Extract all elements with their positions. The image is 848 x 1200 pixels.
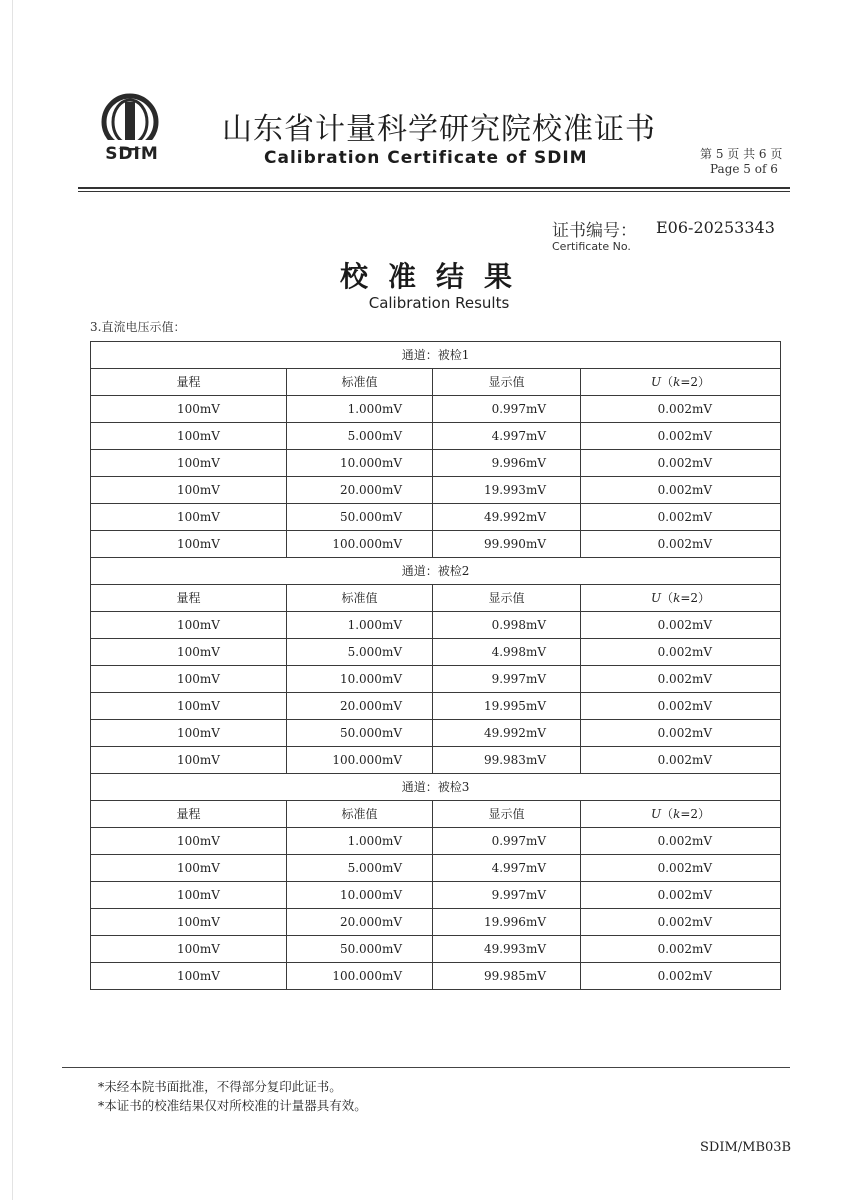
certificate-number-label: 证书编号： — [552, 221, 637, 241]
table-cell: 100mV — [91, 963, 287, 990]
uncertainty-paren: （ — [661, 591, 674, 605]
table-cell: 0.002mV — [581, 639, 781, 666]
logo-text: SDIM — [105, 144, 159, 164]
table-cell: 9.996mV — [433, 450, 581, 477]
table-cell: 100.000mV — [287, 531, 433, 558]
table-cell: 0.002mV — [581, 936, 781, 963]
table-row — [91, 720, 781, 747]
column-header: 显示值 — [433, 369, 581, 396]
table-cell: 0.002mV — [581, 396, 781, 423]
certificate-number-label-en: Certificate No. — [552, 240, 631, 253]
table-cell: 100mV — [91, 531, 287, 558]
table-row — [91, 612, 781, 639]
column-header: 标准值 — [287, 369, 433, 396]
results-title-english: Calibration Results — [368, 294, 510, 312]
header-rule-thin — [78, 191, 790, 192]
table-cell: 50.000mV — [287, 936, 433, 963]
footer-note: *未经本院书面批准，不得部分复印此证书。 — [98, 1079, 342, 1094]
table-cell: 0.002mV — [581, 882, 781, 909]
table-cell: 100mV — [91, 909, 287, 936]
table-cell: 100mV — [91, 396, 287, 423]
table-cell: 0.002mV — [581, 828, 781, 855]
table-cell: 100mV — [91, 666, 287, 693]
table-cell: 1.000mV — [287, 612, 433, 639]
table-cell: 4.998mV — [433, 639, 581, 666]
table-cell: 10.000mV — [287, 666, 433, 693]
column-header-uncertainty — [581, 369, 781, 396]
table-row — [91, 450, 781, 477]
column-header: 量程 — [91, 369, 287, 396]
table-cell: 99.983mV — [433, 747, 581, 774]
title-english: Calibration Certificate of SDIM — [264, 148, 588, 168]
coverage-factor-symbol: k — [673, 375, 681, 389]
channel-row — [91, 774, 781, 801]
table-cell: 5.000mV — [287, 639, 433, 666]
footer-note: *本证书的校准结果仅对所校准的计量器具有效。 — [98, 1098, 367, 1113]
table-cell: 0.002mV — [581, 693, 781, 720]
table-cell: 1.000mV — [287, 828, 433, 855]
coverage-factor-value: =2） — [680, 807, 711, 821]
table-row — [91, 963, 781, 990]
table-row — [91, 504, 781, 531]
table-cell: 100mV — [91, 477, 287, 504]
table-cell: 100mV — [91, 693, 287, 720]
table-header-row — [91, 369, 781, 396]
table-cell: 0.997mV — [433, 828, 581, 855]
table-cell: 0.002mV — [581, 477, 781, 504]
table-cell: 100mV — [91, 855, 287, 882]
table-cell: 100mV — [91, 612, 287, 639]
column-header-uncertainty — [581, 585, 781, 612]
coverage-factor-symbol: k — [673, 807, 681, 821]
page-number-chinese: 第 5 页 共 6 页 — [700, 147, 783, 161]
table-cell: 1.000mV — [287, 396, 433, 423]
table-header-row — [91, 585, 781, 612]
uncertainty-paren: （ — [661, 375, 674, 389]
table-cell: 19.993mV — [433, 477, 581, 504]
certificate-number: E06-20253343 — [656, 218, 775, 237]
table-cell: 19.995mV — [433, 693, 581, 720]
table-cell: 0.002mV — [581, 747, 781, 774]
table-cell: 100.000mV — [287, 747, 433, 774]
table-cell: 4.997mV — [433, 855, 581, 882]
column-header-uncertainty — [581, 801, 781, 828]
coverage-factor-symbol: k — [673, 591, 681, 605]
table-cell: 19.996mV — [433, 909, 581, 936]
results-title-chinese: 校准结果 — [340, 260, 533, 293]
table-row — [91, 531, 781, 558]
form-code: SDIM/MB03B — [700, 1140, 792, 1155]
channel-label: 通道：被检2 — [91, 558, 781, 585]
table-cell: 20.000mV — [287, 477, 433, 504]
table-cell: 100mV — [91, 450, 287, 477]
table-cell: 100mV — [91, 423, 287, 450]
table-cell: 49.992mV — [433, 504, 581, 531]
table-row — [91, 747, 781, 774]
channel-label: 通道：被检3 — [91, 774, 781, 801]
table-cell: 0.002mV — [581, 963, 781, 990]
table-cell: 49.993mV — [433, 936, 581, 963]
table-row — [91, 936, 781, 963]
table-row — [91, 909, 781, 936]
table-cell: 49.992mV — [433, 720, 581, 747]
table-cell: 4.997mV — [433, 423, 581, 450]
column-header: 标准值 — [287, 585, 433, 612]
table-row — [91, 693, 781, 720]
uncertainty-symbol: U — [650, 807, 662, 821]
footer-rule — [62, 1067, 790, 1068]
table-cell: 100mV — [91, 639, 287, 666]
table-cell: 100mV — [91, 882, 287, 909]
section-title: 3.直流电压示值： — [90, 320, 186, 334]
table-row — [91, 666, 781, 693]
column-header: 标准值 — [287, 801, 433, 828]
table-cell: 100.000mV — [287, 963, 433, 990]
table-cell: 0.002mV — [581, 612, 781, 639]
table-cell: 10.000mV — [287, 882, 433, 909]
table-cell: 50.000mV — [287, 720, 433, 747]
table-cell: 20.000mV — [287, 909, 433, 936]
header-rule — [78, 187, 790, 189]
channel-label: 通道：被检1 — [91, 342, 781, 369]
table-cell: 0.002mV — [581, 423, 781, 450]
table-row — [91, 423, 781, 450]
page-number-english: Page 5 of 6 — [710, 162, 778, 176]
table-cell: 0.002mV — [581, 504, 781, 531]
table-cell: 0.002mV — [581, 666, 781, 693]
table-header-row — [91, 801, 781, 828]
calibration-table — [90, 341, 781, 990]
table-cell: 9.997mV — [433, 666, 581, 693]
table-row — [91, 828, 781, 855]
table-row — [91, 639, 781, 666]
channel-row — [91, 342, 781, 369]
table-cell: 5.000mV — [287, 423, 433, 450]
uncertainty-paren: （ — [661, 807, 674, 821]
table-row — [91, 396, 781, 423]
table-cell: 100mV — [91, 720, 287, 747]
table-cell: 100mV — [91, 747, 287, 774]
table-cell: 50.000mV — [287, 504, 433, 531]
table-cell: 0.998mV — [433, 612, 581, 639]
table-row — [91, 477, 781, 504]
table-cell: 0.002mV — [581, 720, 781, 747]
channel-row — [91, 558, 781, 585]
table-cell: 100mV — [91, 828, 287, 855]
table-cell: 9.997mV — [433, 882, 581, 909]
uncertainty-symbol: U — [650, 591, 662, 605]
table-cell: 99.985mV — [433, 963, 581, 990]
table-cell: 100mV — [91, 504, 287, 531]
column-header: 显示值 — [433, 585, 581, 612]
table-row — [91, 855, 781, 882]
table-cell: 0.002mV — [581, 531, 781, 558]
column-header: 显示值 — [433, 801, 581, 828]
coverage-factor-value: =2） — [680, 375, 711, 389]
column-header: 量程 — [91, 585, 287, 612]
coverage-factor-value: =2） — [680, 591, 711, 605]
table-cell: 99.990mV — [433, 531, 581, 558]
table-cell: 5.000mV — [287, 855, 433, 882]
title-chinese: 山东省计量科学研究院校准证书 — [222, 112, 656, 147]
column-header: 量程 — [91, 801, 287, 828]
table-cell: 100mV — [91, 936, 287, 963]
page-edge-line — [12, 0, 13, 1200]
uncertainty-symbol: U — [650, 375, 662, 389]
table-cell: 10.000mV — [287, 450, 433, 477]
table-cell: 0.002mV — [581, 450, 781, 477]
table-cell: 0.002mV — [581, 909, 781, 936]
table-cell: 0.997mV — [433, 396, 581, 423]
table-cell: 20.000mV — [287, 693, 433, 720]
table-row — [91, 882, 781, 909]
table-cell: 0.002mV — [581, 855, 781, 882]
